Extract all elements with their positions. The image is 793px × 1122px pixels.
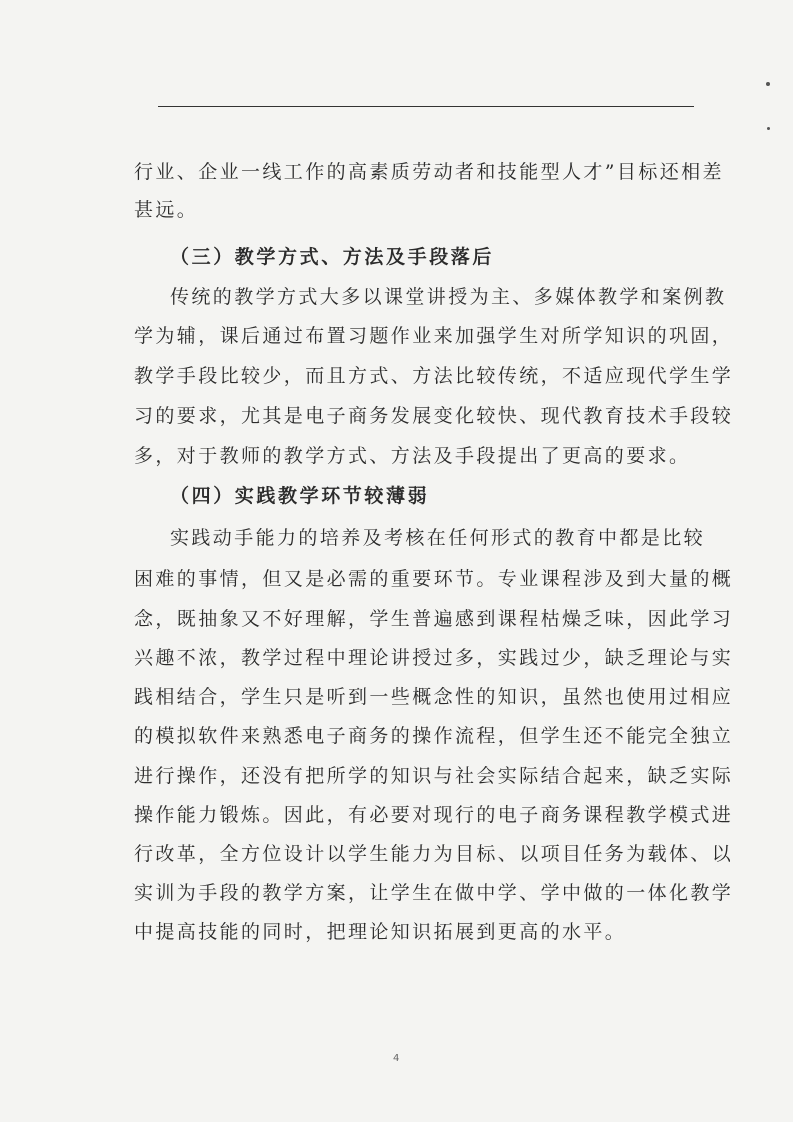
paragraph-line: 进行操作，还没有把所学的知识与社会实际结合起来，缺乏实际 bbox=[134, 765, 734, 787]
paragraph-line: 行改革，全方位设计以学生能力为目标、以项目任务为载体、以 bbox=[134, 843, 734, 865]
paragraph-line: 实训为手段的教学方案，让学生在做中学、学中做的一体化教学 bbox=[134, 882, 734, 904]
scan-speck bbox=[767, 127, 770, 130]
page-number: 4 bbox=[393, 1053, 400, 1064]
paragraph-line: 教学手段比较少，而且方式、方法比较传统，不适应现代学生学 bbox=[134, 365, 734, 387]
section-heading-4: （四）实践教学环节较薄弱 bbox=[170, 485, 430, 507]
section-heading-3: （三）教学方式、方法及手段落后 bbox=[170, 246, 495, 268]
paragraph-line: 实践动手能力的培养及考核在任何形式的教育中都是比较 bbox=[170, 527, 706, 549]
paragraph-line: 传统的教学方式大多以课堂讲授为主、多媒体教学和案例教 bbox=[170, 286, 727, 308]
paragraph-line: 兴趣不浓，教学过程中理论讲授过多，实践过少，缺乏理论与实 bbox=[134, 647, 734, 669]
paragraph-line: 行业、企业一线工作的高素质劳动者和技能型人才”目标还相差 bbox=[134, 161, 724, 183]
paragraph-line: 中提高技能的同时，把理论知识拓展到更高的水平。 bbox=[134, 921, 627, 943]
paragraph-line: 的模拟软件来熟悉电子商务的操作流程，但学生还不能完全独立 bbox=[134, 725, 734, 747]
paragraph-line: 困难的事情，但又是必需的重要环节。专业课程涉及到大量的概 bbox=[134, 568, 734, 590]
paragraph-line: 学为辅，课后通过布置习题作业来加强学生对所学知识的巩固， bbox=[134, 325, 734, 347]
paragraph-line: 习的要求，尤其是电子商务发展变化较快、现代教育技术手段较 bbox=[134, 405, 734, 427]
paragraph-line: 念，既抽象又不好理解，学生普遍感到课程枯燥乏味，因此学习 bbox=[134, 608, 734, 630]
header-rule bbox=[158, 106, 694, 107]
paragraph-line: 操作能力锻炼。因此，有必要对现行的电子商务课程教学模式进 bbox=[134, 804, 734, 826]
scan-speck bbox=[766, 82, 770, 86]
paragraph-line: 甚远。 bbox=[134, 199, 199, 221]
paragraph-line: 践相结合，学生只是听到一些概念性的知识，虽然也使用过相应 bbox=[134, 686, 734, 708]
paragraph-line: 多，对于教师的教学方式、方法及手段提出了更高的要求。 bbox=[134, 445, 691, 467]
